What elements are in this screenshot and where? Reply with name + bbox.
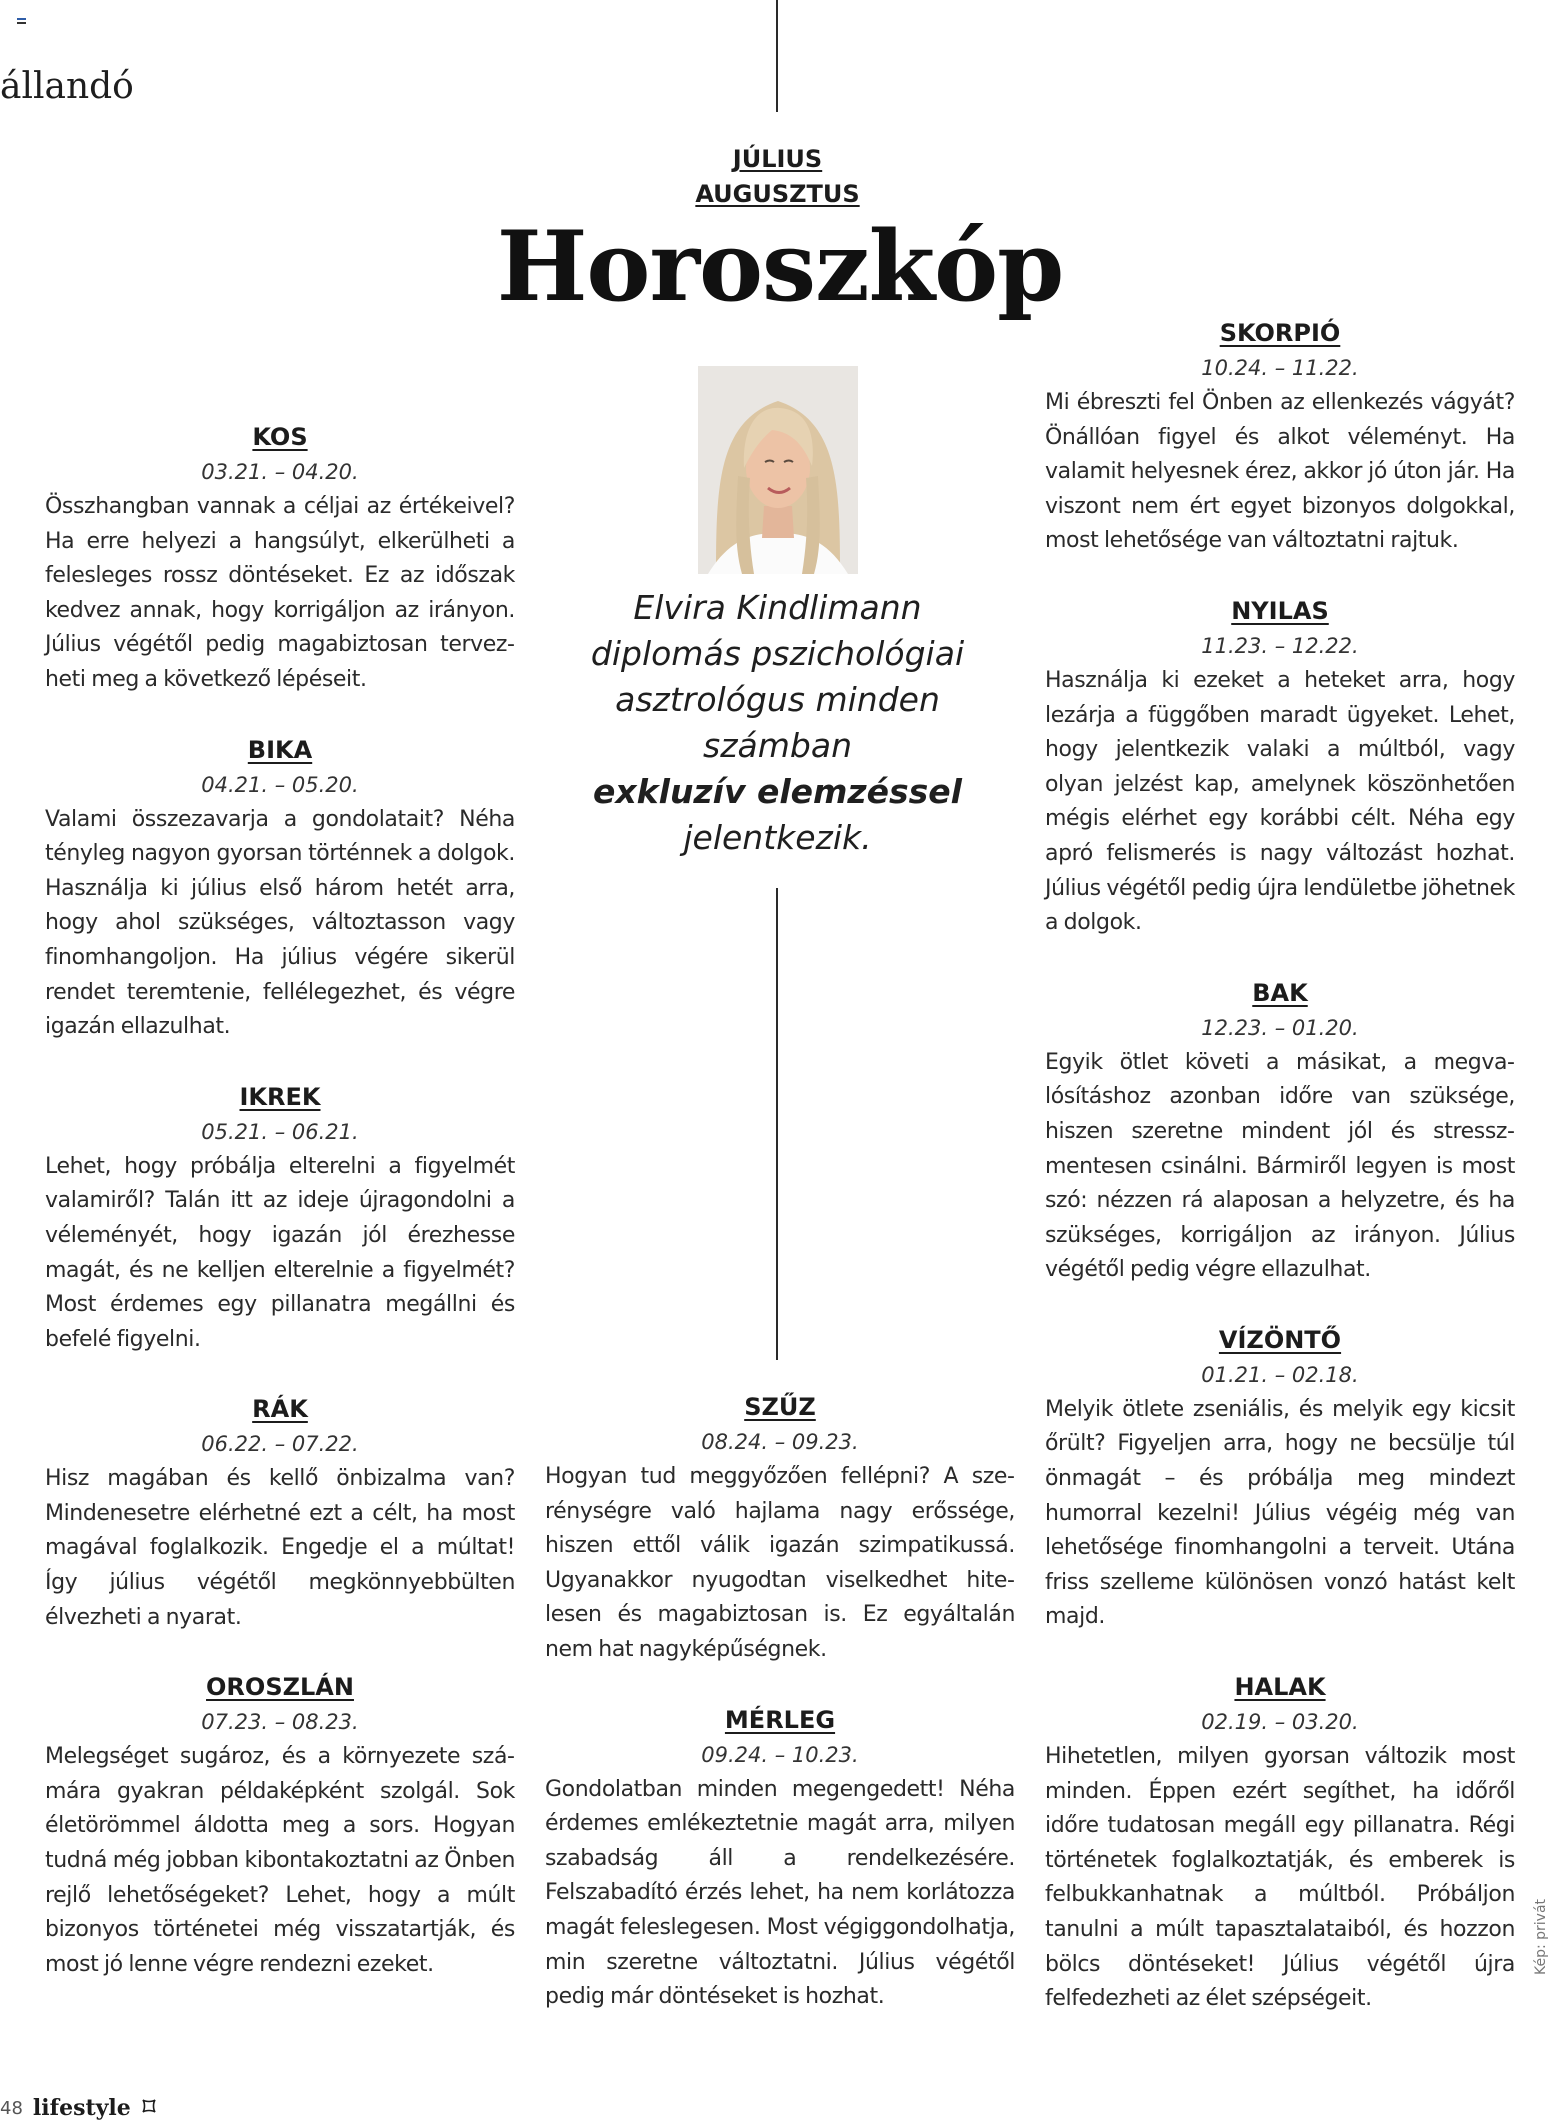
sign-date: 11.23. – 12.22. bbox=[1201, 633, 1359, 658]
quote-line-2: diplomás pszichológiai bbox=[590, 634, 965, 673]
sign-date: 12.23. – 01.20. bbox=[1201, 1015, 1359, 1040]
sign-text: Hogyan tud meggyőzően fellépni? A szerénységre való hajlama nagy erőssége, hiszen ettől válik igazán szimpatikussá. Ugyanakkor nyugodtan viselkedhet hitelesen és magabiztosan is. Ez egyáltalán nem hat nagyképűségnek. bbox=[545, 1464, 1015, 1662]
sign-name: VÍZÖNTŐ bbox=[1218, 1325, 1342, 1354]
page-title: Horoszkóp bbox=[496, 210, 1064, 323]
sign-date: 02.19. – 03.20. bbox=[1201, 1710, 1359, 1735]
pull-quote bbox=[560, 585, 995, 861]
quote-emphasis: exkluzív elemzéssel bbox=[593, 772, 962, 811]
left-column bbox=[45, 420, 515, 2017]
sign-name: KOS bbox=[252, 423, 308, 451]
sign-date: 09.24. – 10.23. bbox=[701, 1742, 859, 1767]
sign-name: SZŰZ bbox=[744, 1393, 816, 1421]
sign-name: RÁK bbox=[252, 1395, 308, 1424]
sign-text: Melyik ötlete zseniális, és melyik egy kicsit őrült? Figyeljen arra, hogy ne becsülje túl önmagát – és próbálja meg mindezt humorral kezelni! Július végéig még van lehetősége finomhangolni a terveit. Utána friss szelleme különösen vonzó hatást kelt majd. bbox=[1045, 1396, 1515, 1630]
sign-ikrek bbox=[45, 1080, 515, 1358]
sign-date: 06.22. – 07.22. bbox=[201, 1432, 359, 1457]
sign-text: Használja ki ezeket a heteket arra, hogy lezárja a függőben maradt ügyeket. Lehet, hogy jelentkezik valaki a múltból, vagy olyan jelzést kap, amelynek köszönhetően mégis elérhet egy korábbi célt. Néha egy apró felismerés is nagy változást hozhat. Július végétől pedig újra lendületbe jöhetnek a dolgok. bbox=[1045, 667, 1515, 936]
sign-text: Gondolatban minden megengedett! Néha érdemes emlékeztetnie magát arra, milyen szabadság áll a rendelkezésére. Felszabadító érzés lehet, ha nem korlátozza magát feleslegesen. Most végiggondolhatja, min szeretne változtatni. Július végétől pedig már döntéseket is hozhat. bbox=[545, 1776, 1015, 2010]
brand-name: lifestyle bbox=[32, 2095, 131, 2121]
sign-kos bbox=[45, 420, 515, 698]
sign-date: 10.24. – 11.22. bbox=[1201, 356, 1359, 380]
sign-skorpio bbox=[1045, 316, 1515, 559]
portrait-image bbox=[698, 366, 858, 574]
sign-vizonto bbox=[1045, 1323, 1515, 1635]
quote-line-4: számban bbox=[703, 726, 852, 765]
sign-szuz bbox=[545, 1390, 1015, 1668]
month-2: AUGUSZTUS bbox=[695, 180, 860, 208]
right-column bbox=[1045, 316, 1515, 2052]
quote-end: jelentkezik. bbox=[683, 818, 872, 857]
section-label: állandó bbox=[0, 66, 134, 107]
page-footer bbox=[0, 2094, 159, 2122]
ornament-icon bbox=[139, 2096, 159, 2120]
sign-text: Összhangban vannak a céljai az értékeivel? Ha erre helyezi a hangsúlyt, elkerülheti a felesleges rossz döntéseket. Ez az időszak kedvez annak, hogy korrigáljon az irányon. Július végétől pedig magabiztosan tervezheti meg a következő lépéseit. bbox=[45, 494, 515, 692]
page-number: 48 bbox=[0, 2097, 23, 2119]
sign-text: Hihetetlen, milyen gyorsan változik most minden. Éppen ezért segíthet, ha időről időre tudatosan megáll egy pillanatra. Régi történetek foglalkoztatják, és emberek is felbukkanhatnak a múltból. Próbáljon tanulni a múlt tapasztalataiból, és hozzon bölcs döntéseket! Július végétől újra felfedezheti az élet szépségeit. bbox=[1045, 1744, 1515, 2012]
sign-text: Hisz magában és kellő önbizalma van? Mindenesetre elérhetné ezt a célt, ha most magával foglalkozik. Engedje el a múltat! Így július végétől megkönnyebbülten élvezheti a nyarat. bbox=[45, 1466, 515, 1630]
quote-line-1: Elvira Kindlimann bbox=[633, 588, 922, 627]
corner-mark bbox=[17, 18, 26, 25]
sign-oroszlan bbox=[45, 1670, 515, 1982]
sign-name: NYILAS bbox=[1231, 596, 1329, 625]
sign-bak bbox=[1045, 976, 1515, 1288]
sign-text: Melegséget sugároz, és a környezete számára gyakran példaképként szolgál. Sok életörömmel áldotta meg a sors. Hogyan tudná még jobban kibontakoztatni az Önben rejlő lehetőségeket? Lehet, hogy a múlt bizonyos történetei még visszatartják, és most jó lenne végre rendezni ezeket. bbox=[45, 1744, 515, 1977]
sign-name: SKORPIÓ bbox=[1219, 319, 1341, 347]
sign-text: Mi ébreszti fel Önben az ellenkezés vágyát? Önállóan figyel és alkot véleményt. Ha valamit helyesnek érez, akkor jó úton jár. Ha viszont nem ért egyet bizonyos dolgokkal, most lehetősége van változtatni rajtuk. bbox=[1045, 390, 1515, 554]
sign-text: Egyik ötlet követi a másikat, a megvalósításhoz azonban időre van szüksége, hiszen szeretne mindent jól és stresszmentesen csinálni. Bármiről legyen is most szó: nézzen rá alaposan a helyzetre, és ha szükséges, korrigáljon az irányon. Július végétől pedig végre ellazulhat. bbox=[1045, 1049, 1515, 1283]
sign-name: MÉRLEG bbox=[724, 1705, 836, 1734]
header-months bbox=[580, 142, 975, 212]
middle-divider bbox=[776, 888, 778, 1360]
sign-date: 01.21. – 02.18. bbox=[1201, 1362, 1359, 1387]
top-divider bbox=[776, 0, 778, 112]
middle-column bbox=[545, 1390, 1015, 2050]
sign-date: 03.21. – 04.20. bbox=[201, 460, 359, 484]
month-1: JÚLIUS bbox=[732, 145, 823, 173]
sign-date: 05.21. – 06.21. bbox=[201, 1119, 359, 1144]
sign-halak bbox=[1045, 1670, 1515, 2017]
sign-date: 07.23. – 08.23. bbox=[201, 1710, 359, 1735]
sign-name: IKREK bbox=[239, 1082, 321, 1111]
sign-text: Lehet, hogy próbálja elterelni a figyelmét valamiről? Talán itt az ideje újragondolni a véleményét, hogy igazán jól érezhesse magát, és ne kelljen elterelnie a figyelmét? Most érdemes egy pillanatra megállni és befelé figyelni. bbox=[45, 1153, 515, 1352]
sign-date: 08.24. – 09.23. bbox=[701, 1430, 859, 1454]
sign-date: 04.21. – 05.20. bbox=[201, 772, 359, 797]
sign-name: OROSZLÁN bbox=[206, 1673, 354, 1702]
photo-credit: Kép: privát bbox=[1533, 1898, 1549, 1975]
sign-name: HALAK bbox=[1234, 1673, 1326, 1702]
sign-merleg bbox=[545, 1703, 1015, 2015]
sign-name: BAK bbox=[1252, 978, 1308, 1007]
sign-rak bbox=[45, 1392, 515, 1635]
sign-name: BIKA bbox=[247, 735, 313, 764]
sign-text: Valami összezavarja a gondolatait? Néha tényleg nagyon gyorsan történnek a dolgok. Használja ki július első három hetét arra, hogy ahol szükséges, változtasson vagy finomhangoljon. Ha július végére sikerül rendet teremtenie, fellélegezhet, és végre igazán ellazulhat. bbox=[45, 806, 515, 1040]
sign-bika bbox=[45, 733, 515, 1045]
quote-line-3: asztrológus minden bbox=[615, 680, 940, 719]
sign-nyilas bbox=[1045, 594, 1515, 941]
